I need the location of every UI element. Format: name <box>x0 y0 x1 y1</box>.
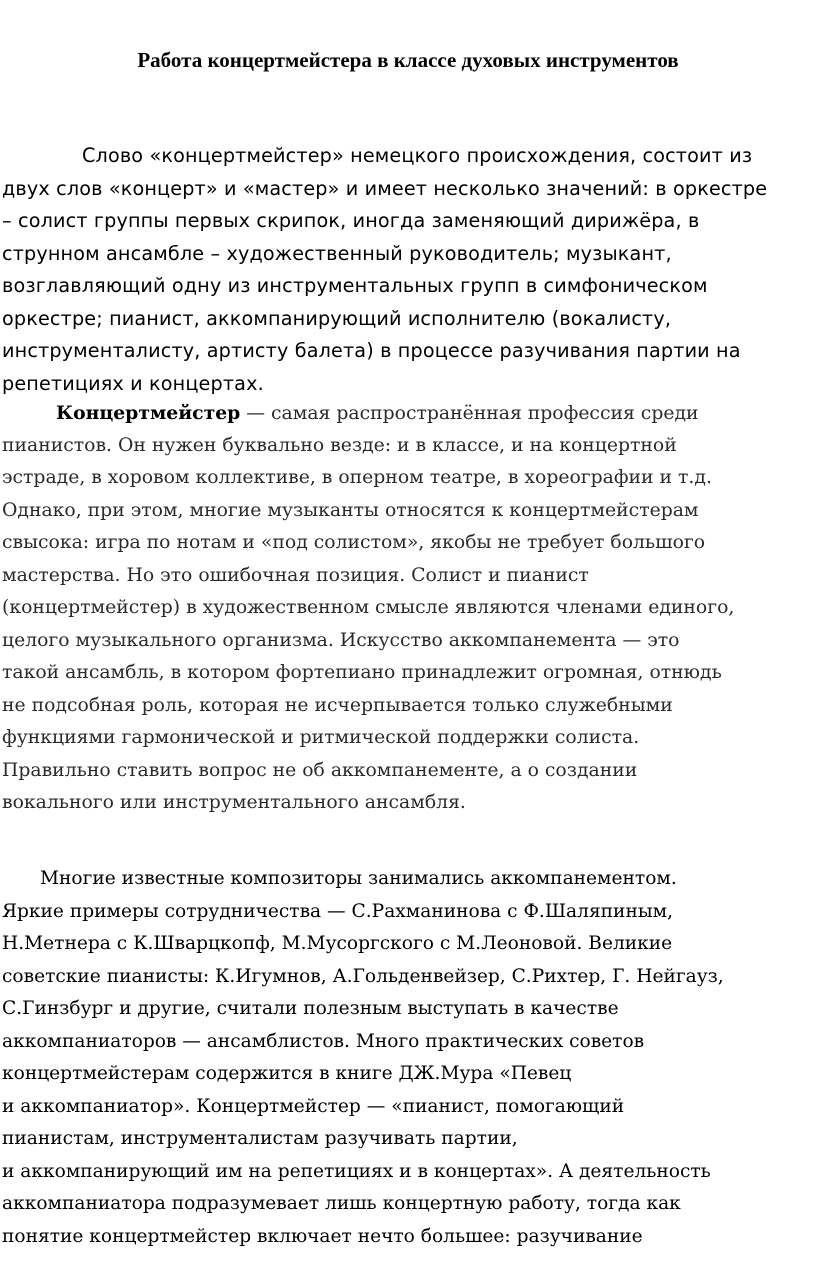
text-line: пианистам, инструменталистам разучивать партии, <box>2 1128 518 1149</box>
text-line: советские пианисты: К.Игумнов, А.Гольденвейзер, С.Рихтер, Г. Нейгауз, <box>2 965 724 987</box>
text-line: такой ансамбль, в котором фортепиано принадлежит огромная, отнюдь <box>2 662 722 683</box>
text-line: репетициях и концертах. <box>2 371 264 395</box>
text-line: не подсобная роль, которая не исчерпывается только служебными <box>2 694 673 716</box>
paragraph-2 <box>0 397 734 820</box>
paragraph-3 <box>0 863 724 1253</box>
text-line <box>0 397 734 430</box>
text-line: Н.Метнера с К.Шварцкопф, М.Мусоргского с М.Леоновой. Великие <box>2 933 673 954</box>
text-line: – солист группы первых скрипок, иногда заменяющий дирижёра, в <box>2 209 700 232</box>
text-line: и аккомпанирующий им на репетициях и в концертах». А деятельность <box>2 1160 711 1182</box>
text-line: Многие известные композиторы занимались аккомпанементом. <box>40 868 677 889</box>
text-line: двух слов «концерт» и «мастер» и имеет несколько значений: в оркестре <box>2 176 768 200</box>
paragraph-1 <box>0 140 767 400</box>
text-line: эстраде, в хоровом коллективе, в оперном театре, в хореографии и т.д. <box>2 467 712 488</box>
text-line: Правильно ставить вопрос не об аккомпанементе, а о создании <box>2 759 638 781</box>
text-line: аккомпаниатора подразумевает лишь концертную работу, тогда как <box>2 1193 681 1214</box>
document-title: Работа концертмейстера в классе духовых инструментов <box>137 48 679 72</box>
text-line: концертмейстерам содержится в книге ДЖ.Мура «Певец <box>2 1063 572 1084</box>
text-line: струнном ансамбле – художественный руководитель; музыкант, <box>2 241 672 265</box>
text-line: Однако, при этом, многие музыканты относятся к концертмейстерам <box>2 499 699 521</box>
text-line: (концертмейстер) в художественном смысле являются членами единого, <box>2 597 735 618</box>
text-line: целого музыкального организма. Искусство аккомпанемента — это <box>2 629 680 651</box>
text-line: Слово «концертмейстер» немецкого происхождения, состоит из <box>82 144 753 167</box>
text-line: вокального или инструментального ансамбля. <box>2 792 466 813</box>
text-line: свысока: игра по нотам и «под солистом», якобы не требует большого <box>2 532 706 553</box>
text-line: инструменталисту, артисту балета) в процессе разучивания партии на <box>2 339 741 362</box>
text-line: оркестре; пианист, аккомпанирующий исполнителю (вокалисту, <box>2 306 672 330</box>
text-line: возглавляющий одну из инструментальных групп в симфоническом <box>2 274 708 297</box>
text-line: пианистов. Он нужен буквально везде: и в классе, и на концертной <box>2 434 677 456</box>
text-line: функциями гармонической и ритмической поддержки солиста. <box>2 727 640 748</box>
bold-term: Концертмейстер <box>56 402 241 424</box>
text-line: аккомпаниаторов — ансамблистов. Много практических советов <box>2 1030 645 1052</box>
text-line: Яркие примеры сотрудничества — С.Рахманинова с Ф.Шаляпиным, <box>2 900 674 922</box>
text-line: понятие концертмейстер включает нечто большее: разучивание <box>2 1225 643 1247</box>
text-line: и аккомпаниатор». Концертмейстер — «пианист, помогающий <box>2 1095 625 1117</box>
text-line: мастерства. Но это ошибочная позиция. Солист и пианист <box>2 564 589 586</box>
text-fragment: — самая распространённая профессия среди <box>240 403 699 424</box>
text-line: С.Гинзбург и другие, считали полезным выступать в качестве <box>2 998 619 1019</box>
